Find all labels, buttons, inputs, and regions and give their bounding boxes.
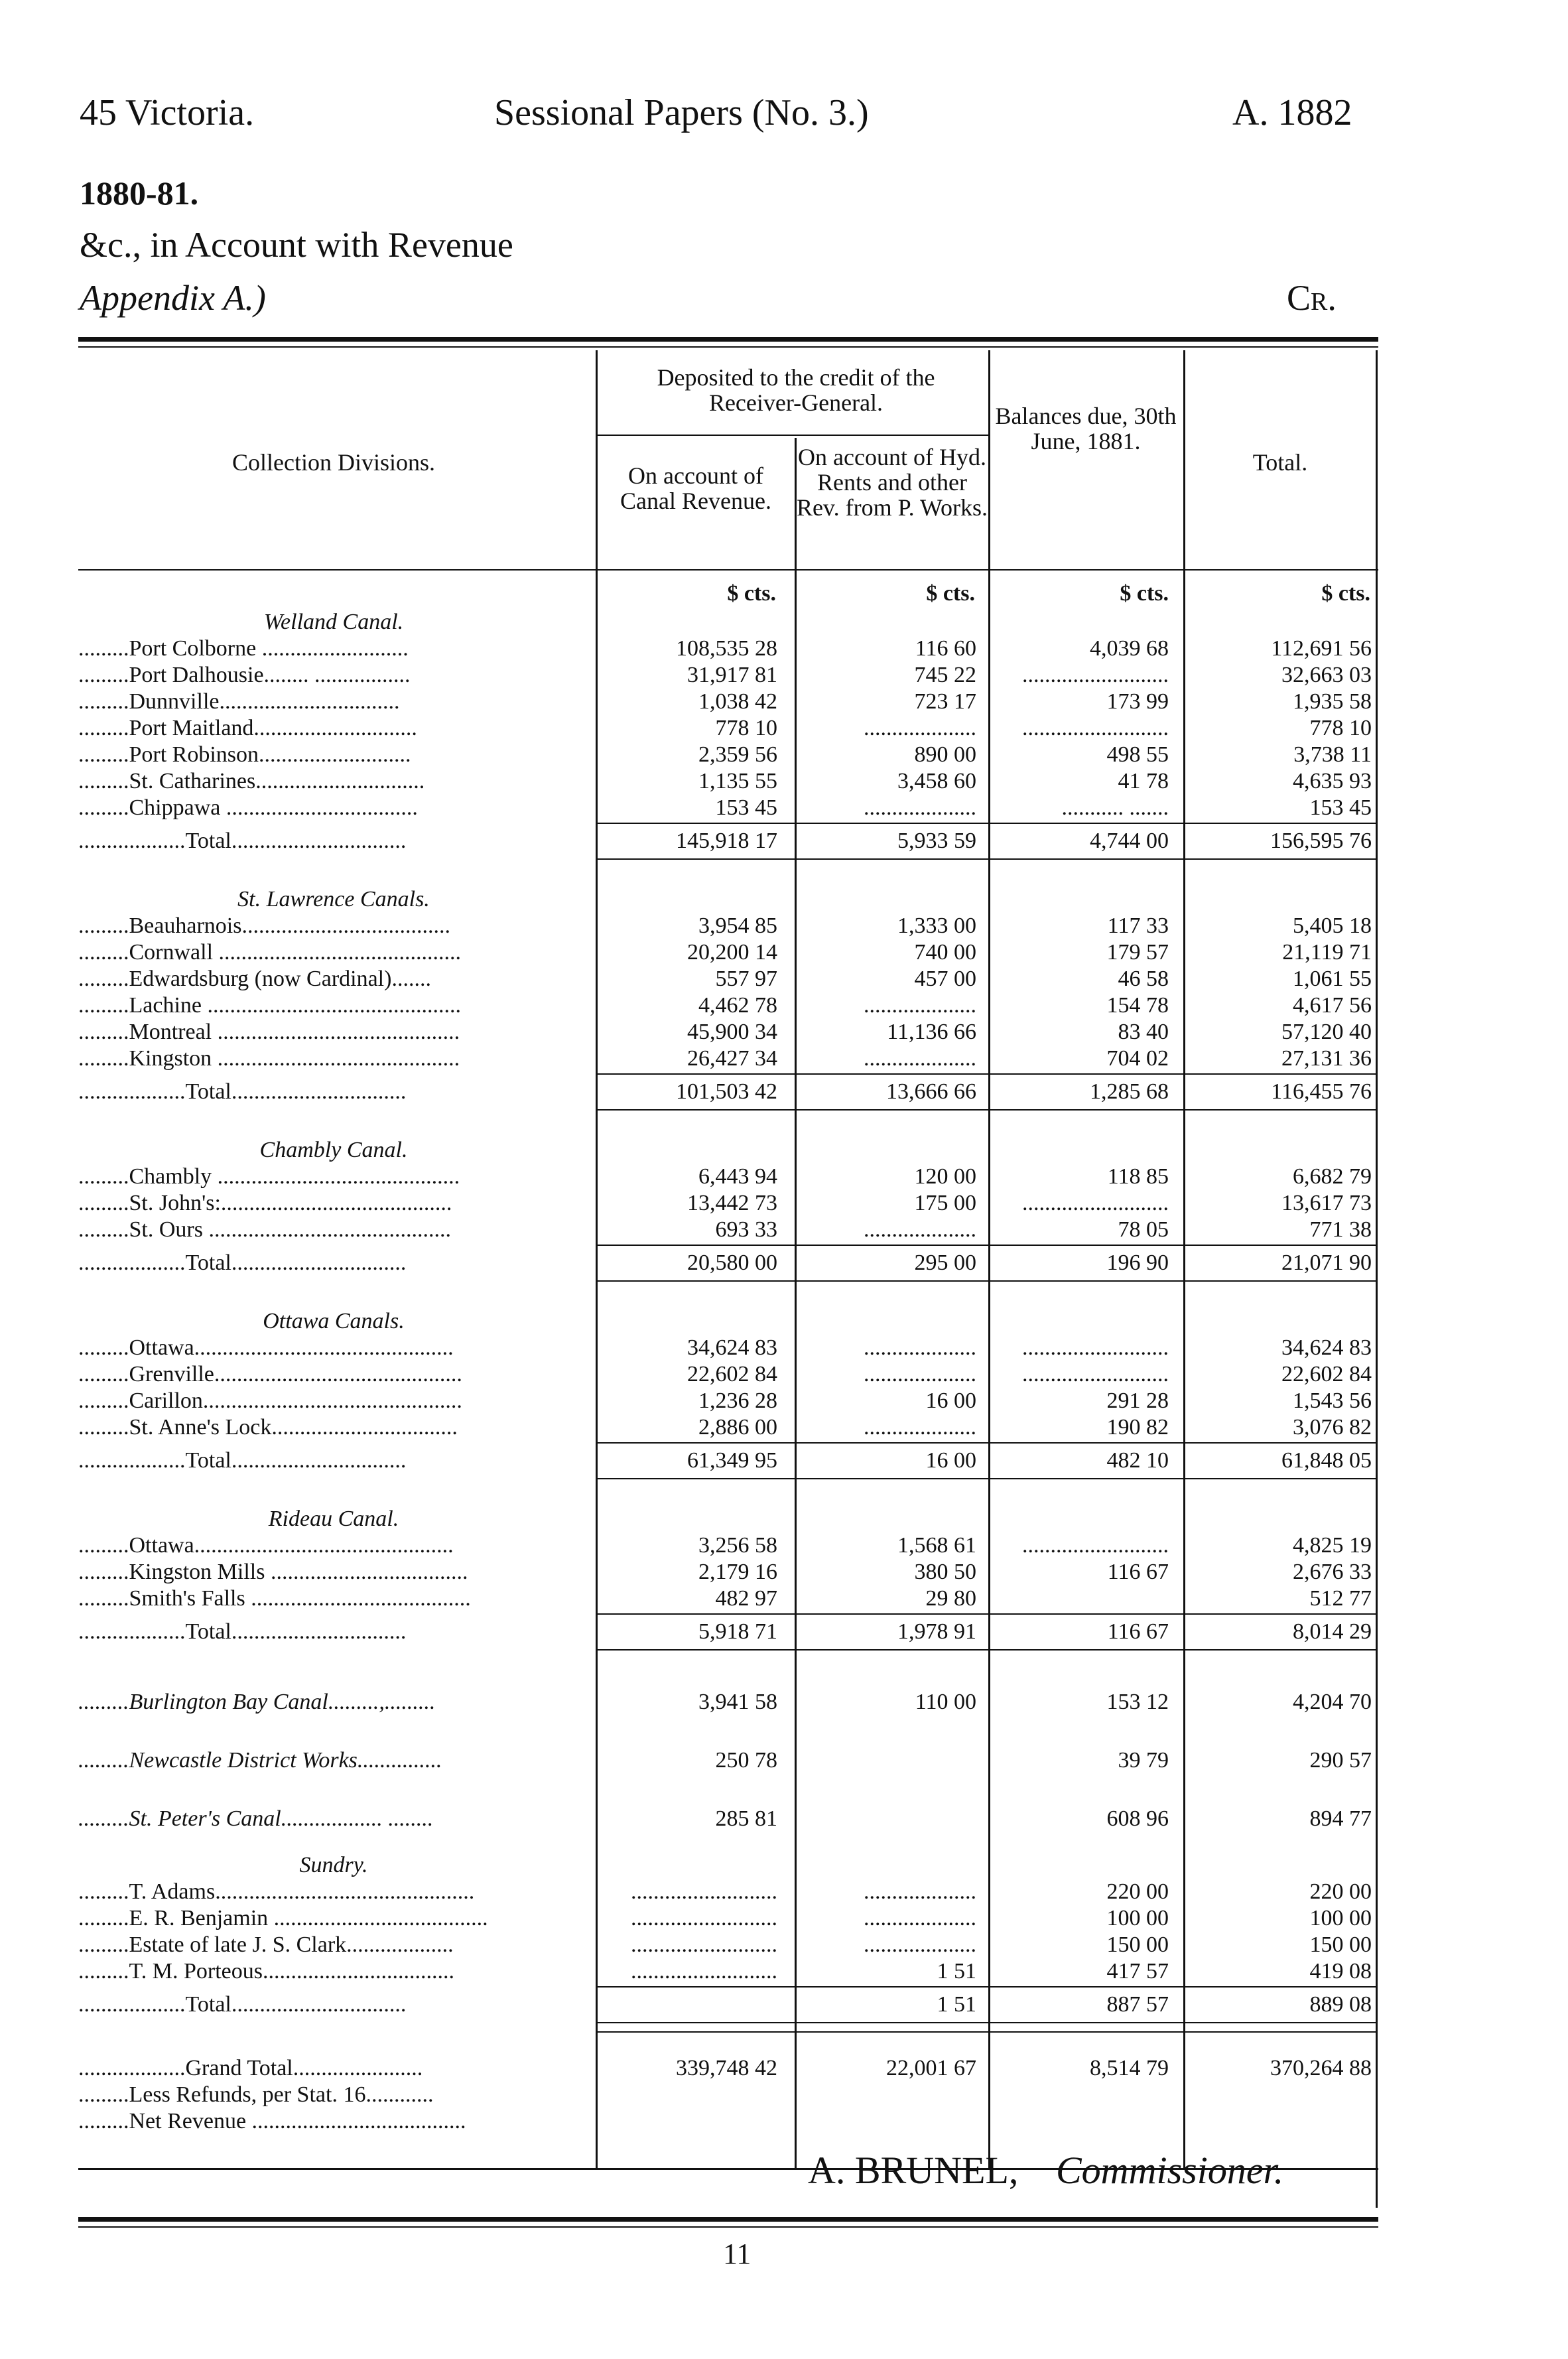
section-heading: Welland Canal. xyxy=(263,610,404,634)
subtotal-rule-top xyxy=(597,1613,1376,1615)
cell-hyd: 29 80 xyxy=(925,1586,976,1611)
cell-bal: ........... ....... xyxy=(1061,795,1169,820)
appendix-label: Appendix A.) xyxy=(80,278,266,318)
cell-tot: 6,682 79 xyxy=(1293,1164,1372,1189)
cell-canal: .......................... xyxy=(631,1906,777,1930)
cell-hyd: .................... xyxy=(864,1879,976,1904)
subtotal-rule-bottom xyxy=(597,858,1376,860)
cell-canal: 20,580 00 xyxy=(687,1250,777,1275)
cell-bal: 417 57 xyxy=(1106,1959,1169,1984)
cell-bal: .......................... xyxy=(1022,1335,1169,1360)
cell-bal: 78 05 xyxy=(1118,1217,1169,1242)
col-head-deposited: Deposited to the credit of the Receiver-General. xyxy=(657,364,935,416)
row-label: .........Beauharnois..................................... xyxy=(78,913,450,938)
cell-tot: 220 00 xyxy=(1309,1879,1372,1904)
row-label: .........Port Colborne .......................... xyxy=(78,636,409,661)
cell-hyd: 116 60 xyxy=(915,636,976,661)
cell-canal: 693 33 xyxy=(715,1217,777,1242)
cell-tot: 27,131 36 xyxy=(1281,1046,1372,1071)
cell-tot: 3,076 82 xyxy=(1293,1415,1372,1440)
col-head-divisions: Collection Divisions. xyxy=(232,449,435,476)
cell-bal: 39 79 xyxy=(1118,1748,1169,1773)
unit-canal: $ cts. xyxy=(727,581,776,606)
cell-tot: 150 00 xyxy=(1309,1932,1372,1957)
cell-tot: 5,405 18 xyxy=(1293,913,1372,938)
cell-hyd: .................... xyxy=(864,1906,976,1930)
row-label: .........St. Peter's Canal.................. ........ xyxy=(78,1806,434,1831)
row-label: .........St. John's:......................................... xyxy=(78,1191,452,1215)
cell-canal: 3,941 58 xyxy=(698,1690,777,1714)
cell-bal: .......................... xyxy=(1022,1533,1169,1558)
cell-bal: 887 57 xyxy=(1106,1992,1169,2017)
cell-canal: 108,535 28 xyxy=(676,636,777,661)
cell-hyd: 110 00 xyxy=(915,1690,976,1714)
cell-tot: 112,691 56 xyxy=(1271,636,1372,661)
row-label: .........Burlington Bay Canal.........,......... xyxy=(78,1690,436,1714)
subtotal-rule-top xyxy=(597,1073,1376,1075)
cell-tot: 370,264 88 xyxy=(1270,2056,1372,2080)
subtotal-rule-bottom xyxy=(597,1478,1376,1479)
col-head-total: Total. xyxy=(1252,449,1308,476)
subtotal-rule-bottom xyxy=(597,1649,1376,1651)
cell-bal: 116 67 xyxy=(1107,1560,1169,1584)
cell-hyd: 1,978 91 xyxy=(897,1619,976,1644)
cell-hyd: 13,666 66 xyxy=(886,1079,976,1104)
cell-bal: 83 40 xyxy=(1118,1020,1169,1044)
subtotal-rule-top xyxy=(597,1245,1376,1246)
row-label: .........Kingston ........................................... xyxy=(78,1046,460,1071)
cell-canal: 1,038 42 xyxy=(698,689,777,714)
cell-tot: 4,825 19 xyxy=(1293,1533,1372,1558)
cell-hyd: 740 00 xyxy=(914,940,976,965)
footer-rule-thick xyxy=(78,2217,1378,2222)
grand-total-label: ...................Grand Total....................... xyxy=(78,2056,423,2080)
cell-hyd: .................... xyxy=(864,1932,976,1957)
cell-hyd: 380 50 xyxy=(914,1560,976,1584)
cell-tot: 21,119 71 xyxy=(1282,940,1372,965)
header-right: A. 1882 xyxy=(1232,92,1352,133)
cell-hyd: .................... xyxy=(864,716,976,740)
right-border xyxy=(1376,350,1378,2208)
signature-name: A. BRUNEL, xyxy=(808,2149,1019,2192)
cell-hyd: .................... xyxy=(864,1415,976,1440)
row-label: .........Dunnville................................ xyxy=(78,689,400,714)
cell-hyd: 1 51 xyxy=(937,1959,976,1984)
row-label: .........St. Catharines.............................. xyxy=(78,769,425,793)
total-label: ...................Total............................... xyxy=(78,1250,407,1275)
cell-tot: 894 77 xyxy=(1309,1806,1372,1831)
cell-hyd: 175 00 xyxy=(914,1191,976,1215)
row-label: .........Port Dalhousie........ ................. xyxy=(78,663,411,687)
cell-canal: 1,135 55 xyxy=(698,769,777,793)
cell-bal: 291 28 xyxy=(1106,1388,1169,1413)
cell-canal: 3,954 85 xyxy=(698,913,777,938)
total-label: ...................Total............................... xyxy=(78,1079,407,1104)
cell-tot: 1,061 55 xyxy=(1293,967,1372,991)
row-label: .........Grenville............................................ xyxy=(78,1362,462,1386)
subtotal-rule-bottom xyxy=(597,1280,1376,1282)
cell-bal: 179 57 xyxy=(1106,940,1169,965)
cell-bal: 1,285 68 xyxy=(1090,1079,1169,1104)
cell-canal: .......................... xyxy=(631,1959,777,1984)
cell-hyd: 745 22 xyxy=(914,663,976,687)
row-label: .........St. Anne's Lock................................. xyxy=(78,1415,458,1440)
cell-hyd: 5,933 59 xyxy=(897,829,976,853)
cell-tot: 100 00 xyxy=(1309,1906,1372,1930)
cell-bal: 4,744 00 xyxy=(1090,829,1169,853)
cell-canal: 45,900 34 xyxy=(687,1020,777,1044)
cell-tot: 116,455 76 xyxy=(1271,1079,1372,1104)
cell-bal: 498 55 xyxy=(1106,742,1169,767)
cell-hyd: 22,001 67 xyxy=(886,2056,976,2080)
cell-canal: 4,462 78 xyxy=(698,993,777,1018)
cell-tot: 889 08 xyxy=(1309,1992,1372,2017)
cell-tot: 4,617 56 xyxy=(1293,993,1372,1018)
section-heading: Rideau Canal. xyxy=(268,1507,399,1531)
cell-bal: 173 99 xyxy=(1106,689,1169,714)
row-label: .........Ottawa.............................................. xyxy=(78,1335,454,1360)
cell-hyd: 16 00 xyxy=(925,1448,976,1473)
cell-bal: 100 00 xyxy=(1106,1906,1169,1930)
total-label: ...................Total............................... xyxy=(78,829,407,853)
unit-total: $ cts. xyxy=(1321,581,1370,606)
cell-bal: 150 00 xyxy=(1106,1932,1169,1957)
cell-canal: 778 10 xyxy=(715,716,777,740)
page-number: 11 xyxy=(723,2238,751,2270)
footer-rule-thin xyxy=(78,2226,1378,2228)
header-center: Sessional Papers (No. 3.) xyxy=(494,92,869,133)
cell-tot: 1,543 56 xyxy=(1293,1388,1372,1413)
subtotal-rule-top xyxy=(597,1986,1376,1988)
section-heading: St. Lawrence Canals. xyxy=(237,887,430,911)
total-label: ...................Total............................... xyxy=(78,1448,407,1473)
row-label: .........St. Ours ........................................... xyxy=(78,1217,451,1242)
cell-hyd: 890 00 xyxy=(914,742,976,767)
cell-bal: 8,514 79 xyxy=(1090,2056,1169,2080)
row-label: .........Kingston Mills ................................... xyxy=(78,1560,468,1584)
cell-canal: 20,200 14 xyxy=(687,940,777,965)
cell-tot: 32,663 03 xyxy=(1281,663,1372,687)
deposited-underline xyxy=(597,435,988,436)
fiscal-year: 1880-81. xyxy=(80,174,199,212)
cell-tot: 3,738 11 xyxy=(1293,742,1372,767)
cell-canal: 31,917 81 xyxy=(687,663,777,687)
cell-bal: 46 58 xyxy=(1118,967,1169,991)
row-label: .........Chambly ........................................... xyxy=(78,1164,460,1189)
cell-canal: 5,918 71 xyxy=(698,1619,777,1644)
cell-tot: 156,595 76 xyxy=(1270,829,1372,853)
cell-canal: 2,359 56 xyxy=(698,742,777,767)
cell-bal: 608 96 xyxy=(1106,1806,1169,1831)
cell-bal: 41 78 xyxy=(1118,769,1169,793)
cell-bal: 117 33 xyxy=(1107,913,1169,938)
row-label: .........Smith's Falls ....................................... xyxy=(78,1586,471,1611)
cell-tot: 4,635 93 xyxy=(1293,769,1372,793)
cell-tot: 1,935 58 xyxy=(1293,689,1372,714)
cell-tot: 21,071 90 xyxy=(1281,1250,1372,1275)
cell-canal: 101,503 42 xyxy=(676,1079,777,1104)
cell-tot: 771 38 xyxy=(1309,1217,1372,1242)
top-rule-thick xyxy=(78,337,1378,342)
cell-tot: 512 77 xyxy=(1309,1586,1372,1611)
cell-canal: .......................... xyxy=(631,1932,777,1957)
row-label: .........Net Revenue ...................................... xyxy=(78,2109,466,2133)
signature-title: Commissioner. xyxy=(1056,2149,1284,2192)
header-bottom-rule xyxy=(78,569,1378,571)
cell-bal: 482 10 xyxy=(1106,1448,1169,1473)
cell-canal: 34,624 83 xyxy=(687,1335,777,1360)
cell-canal: 339,748 42 xyxy=(676,2056,777,2080)
cell-hyd: .................... xyxy=(864,1046,976,1071)
total-label: ...................Total............................... xyxy=(78,1992,407,2017)
col-head-canal: On account of Canal Revenue. xyxy=(620,462,771,514)
subtotal-rule-top xyxy=(597,823,1376,824)
cell-canal: 285 81 xyxy=(715,1806,777,1831)
cell-canal: 13,442 73 xyxy=(687,1191,777,1215)
cell-hyd: 120 00 xyxy=(914,1164,976,1189)
cell-canal: 3,256 58 xyxy=(698,1533,777,1558)
cell-bal: 704 02 xyxy=(1106,1046,1169,1071)
cell-tot: 290 57 xyxy=(1309,1748,1372,1773)
subtotal-rule-bottom xyxy=(597,1109,1376,1111)
cell-tot: 4,204 70 xyxy=(1293,1690,1372,1714)
cell-canal: 26,427 34 xyxy=(687,1046,777,1071)
cell-canal: 61,349 95 xyxy=(687,1448,777,1473)
top-rule-thin xyxy=(78,346,1378,348)
cell-canal: 153 45 xyxy=(715,795,777,820)
section-heading: Ottawa Canals. xyxy=(263,1309,405,1333)
cell-canal: 22,602 84 xyxy=(687,1362,777,1386)
cell-bal: .......................... xyxy=(1022,1362,1169,1386)
cell-hyd: .................... xyxy=(864,1335,976,1360)
cell-hyd: 11,136 66 xyxy=(887,1020,976,1044)
cell-bal: 154 78 xyxy=(1106,993,1169,1018)
credit-label: Cr. xyxy=(1287,278,1337,318)
row-label: .........Lachine ............................................. xyxy=(78,993,461,1018)
cell-bal: 4,039 68 xyxy=(1090,636,1169,661)
cell-tot: 61,848 05 xyxy=(1281,1448,1372,1473)
row-label: .........Edwardsburg (now Cardinal)....... xyxy=(78,967,431,991)
cell-hyd: 457 00 xyxy=(914,967,976,991)
cell-hyd: 16 00 xyxy=(925,1388,976,1413)
row-label: .........Newcastle District Works............... xyxy=(78,1748,442,1773)
cell-hyd: 1 51 xyxy=(937,1992,976,2017)
cell-tot: 153 45 xyxy=(1309,795,1372,820)
subtotal-rule-top xyxy=(597,1442,1376,1444)
cell-tot: 34,624 83 xyxy=(1281,1335,1372,1360)
row-label: .........Montreal ........................................... xyxy=(78,1020,460,1044)
subtotal-rule-bottom xyxy=(597,2022,1376,2023)
cell-hyd: .................... xyxy=(864,993,976,1018)
cell-canal: 145,918 17 xyxy=(676,829,777,853)
row-label: .........T. M. Porteous.................................. xyxy=(78,1959,454,1984)
cell-canal: 2,886 00 xyxy=(698,1415,777,1440)
cell-bal: 190 82 xyxy=(1106,1415,1169,1440)
unit-hyd: $ cts. xyxy=(926,581,975,606)
row-label: .........Ottawa.............................................. xyxy=(78,1533,454,1558)
row-label: .........Carillon.............................................. xyxy=(78,1388,462,1413)
cell-tot: 419 08 xyxy=(1309,1959,1372,1984)
cell-canal: 6,443 94 xyxy=(698,1164,777,1189)
row-label: .........Cornwall ........................................... xyxy=(78,940,462,965)
section-heading: Chambly Canal. xyxy=(259,1138,408,1162)
cell-hyd: 295 00 xyxy=(914,1250,976,1275)
cell-bal: .......................... xyxy=(1022,1191,1169,1215)
row-label: .........Port Robinson........................... xyxy=(78,742,411,767)
cell-tot: 57,120 40 xyxy=(1281,1020,1372,1044)
cell-hyd: .................... xyxy=(864,1217,976,1242)
cell-bal: 196 90 xyxy=(1106,1250,1169,1275)
row-label: .........Chippawa .................................. xyxy=(78,795,418,820)
account-title: &c., in Account with Revenue xyxy=(80,225,513,265)
cell-hyd: 723 17 xyxy=(914,689,976,714)
cell-bal: 118 85 xyxy=(1107,1164,1169,1189)
cell-tot: 778 10 xyxy=(1309,716,1372,740)
cell-tot: 22,602 84 xyxy=(1281,1362,1372,1386)
row-label: .........T. Adams.............................................. xyxy=(78,1879,475,1904)
col-head-hyd: On account of Hyd. Rents and other Rev. from P. Works. xyxy=(796,444,988,521)
cell-canal: 1,236 28 xyxy=(698,1388,777,1413)
cell-bal: .......................... xyxy=(1022,663,1169,687)
cell-hyd: 1,333 00 xyxy=(897,913,976,938)
row-label: .........E. R. Benjamin ...................................... xyxy=(78,1906,488,1930)
cell-hyd: .................... xyxy=(864,1362,976,1386)
cell-hyd: 3,458 60 xyxy=(897,769,976,793)
cell-tot: 2,676 33 xyxy=(1293,1560,1372,1584)
header-left: 45 Victoria. xyxy=(80,92,255,133)
cell-canal: 2,179 16 xyxy=(698,1560,777,1584)
cell-canal: 250 78 xyxy=(715,1748,777,1773)
section-heading: Sundry. xyxy=(299,1853,368,1877)
cell-bal: 116 67 xyxy=(1107,1619,1169,1644)
cell-bal: .......................... xyxy=(1022,716,1169,740)
row-label: .........Port Maitland............................. xyxy=(78,716,417,740)
row-label: .........Less Refunds, per Stat. 16............ xyxy=(78,2082,434,2107)
cell-canal: 557 97 xyxy=(715,967,777,991)
cell-canal: 482 97 xyxy=(715,1586,777,1611)
cell-bal: 153 12 xyxy=(1106,1690,1169,1714)
cell-hyd: 1,568 61 xyxy=(897,1533,976,1558)
total-label: ...................Total............................... xyxy=(78,1619,407,1644)
row-label: .........Estate of late J. S. Clark................... xyxy=(78,1932,454,1957)
cell-canal: .......................... xyxy=(631,1879,777,1904)
cell-tot: 8,014 29 xyxy=(1293,1619,1372,1644)
unit-balances: $ cts. xyxy=(1120,581,1169,606)
cell-tot: 13,617 73 xyxy=(1281,1191,1372,1215)
cell-bal: 220 00 xyxy=(1106,1879,1169,1904)
subtotal-rule-top xyxy=(597,2031,1376,2033)
cell-hyd: .................... xyxy=(864,795,976,820)
col-head-balances: Balances due, 30th June, 1881. xyxy=(995,403,1177,454)
